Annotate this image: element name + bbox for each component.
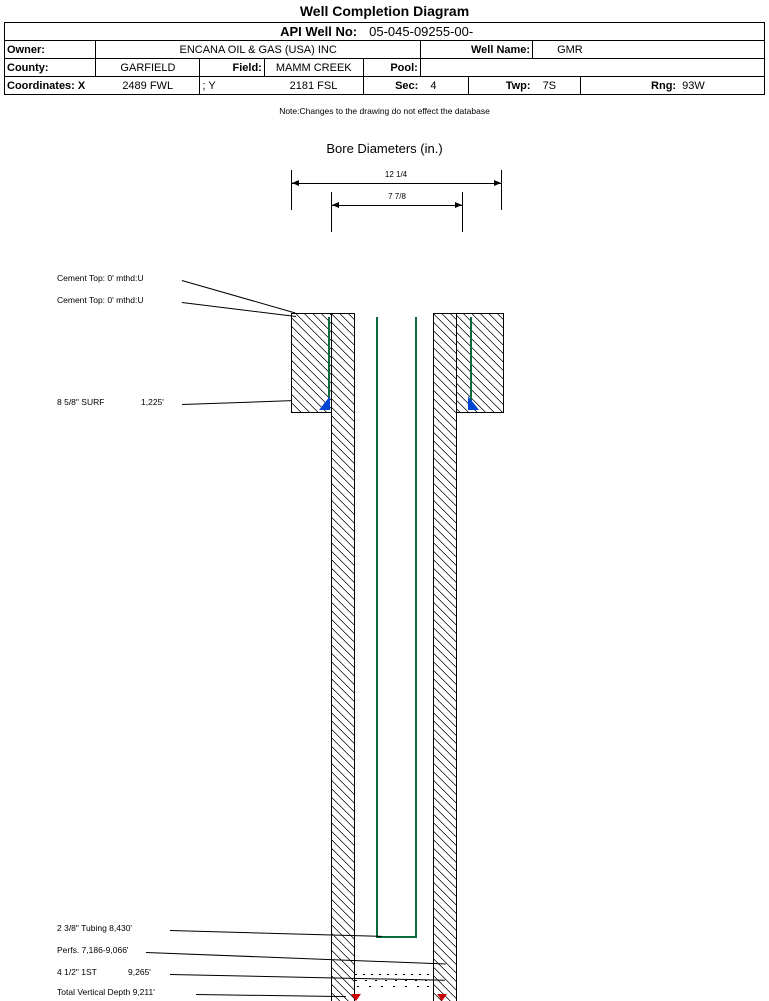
inner-dim-right-arrow [455,202,462,208]
production-casing-depth-label: 9,265' [128,967,151,977]
production-casing-right-line [415,317,417,938]
cement-top-2-leader [182,302,296,317]
owner-value: ENCANA OIL & GAS (USA) INC [96,41,420,59]
outer-dim-right-extension [501,170,502,210]
owner-label: Owner: [5,41,96,59]
page-title: Well Completion Diagram [299,3,470,19]
api-value-cell [363,23,764,41]
production-casing-label: 4 1/2" 1ST [57,967,97,977]
rng-value: 93W [678,77,764,95]
field-label: Field: [200,59,264,77]
sec-label: Sec: [363,77,420,95]
well-name-value: GMR [533,41,765,59]
production-casing-left-line [376,317,378,938]
tubing-shoe-line [376,936,417,938]
outer-dim-left-arrow [292,180,299,186]
surface-casing-left-line [328,317,330,407]
outer-diameter-label: 12 1/4 [384,170,408,179]
sec-value: 4 [420,77,468,95]
well-header-table [4,22,765,95]
coordinates-y-value: 2181 FSL [264,77,363,95]
surface-casing-right-line [470,317,472,407]
perforation-zone [353,968,433,1001]
api-row [5,23,765,41]
inner-diameter-label: 7 7/8 [388,192,406,201]
tubing-label: 2 3/8" Tubing 8,430' [57,923,133,933]
surface-casing-depth-label: 1,225' [141,397,164,407]
coordinates-label: Coordinates: X [5,77,96,95]
twp-label: Twp: [468,77,532,95]
rng-label: Rng: [580,77,678,95]
coordinates-row [5,77,765,95]
surface-casing-left-shoe-marker [319,396,331,410]
inner-dim-left-arrow [332,202,339,208]
perfs-label: Perfs. 7,186-9,066' [57,945,129,955]
total-depth-label: Total Vertical Depth 9,211' [57,987,155,997]
twp-value: 7S [533,77,581,95]
inner-dim-left-extension [331,192,332,232]
api-value: 05-045-09255-00- [369,24,474,39]
database-note: Note:Changes to the drawing do not effect the database [279,106,490,116]
perforation-marker-right [437,994,447,1001]
county-label: County: [5,59,96,77]
cement-top-2-label: Cement Top: 0' mthd:U [57,295,144,305]
coordinates-x-value: 2489 FWL [96,77,200,95]
inner-dim-right-extension [462,192,463,232]
api-label-cell [5,23,364,41]
coordinates-y-label: ; Y [200,77,264,95]
county-value: GARFIELD [96,59,200,77]
bore-diameters-title: Bore Diameters (in.) [326,141,443,156]
production-hole-left-wall [331,313,355,1001]
outer-dim-right-arrow [494,180,501,186]
well-name-label: Well Name: [420,41,532,59]
perforation-marker-left [351,994,361,1001]
total-depth-leader [196,994,346,997]
outer-dim-left-extension [291,170,292,210]
pool-value [420,59,764,77]
inner-dim-line [332,205,462,206]
api-label: API Well No: [280,24,358,39]
production-hole-right-wall [433,313,457,1001]
surface-casing-leader [182,400,292,405]
surface-casing-label: 8 5/8" SURF [57,397,105,407]
cement-top-1-label: Cement Top: 0' mthd:U [57,273,144,283]
owner-row [5,41,765,59]
perfs-leader [146,952,446,965]
pool-label: Pool: [363,59,420,77]
county-row [5,59,765,77]
field-value: MAMM CREEK [264,59,363,77]
surface-casing-right-shoe-marker [468,396,480,410]
outer-dim-line [292,183,501,184]
